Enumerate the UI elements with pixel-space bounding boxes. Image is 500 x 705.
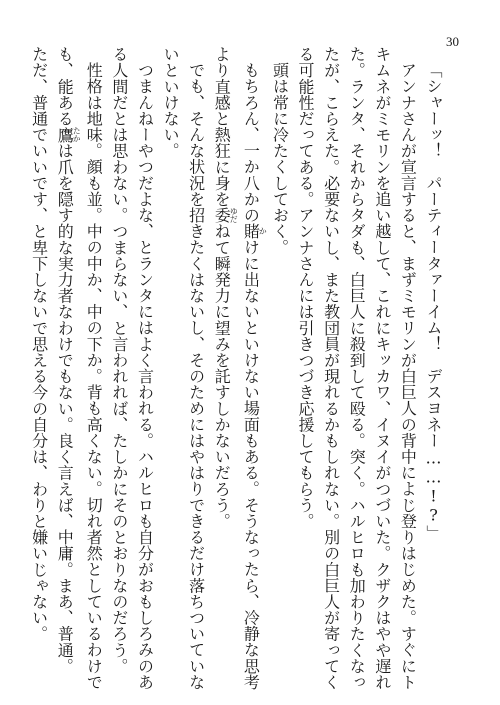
text-line: ただ、普通でいいです、と卑下しないで思える今の自分は、わりと嫌いじゃない。 <box>29 46 49 642</box>
text-line: 「シャーッ！ パーティータァーイム！ デスヨネー……!?」 <box>424 62 443 541</box>
text-line: 性格は地味。顔も並。中の中か、中の下か。背も高くない。切れ者然としているわけで <box>84 62 104 690</box>
text-line: たが、こらえた。必要ないし、また教団員が現れるかもしれない。別の白巨人が寄ってく <box>321 46 341 690</box>
text-line: アンナさんが宣言すると、まずミモリンが白巨人の背中によじ登りはじめた。すぐにト <box>398 62 418 690</box>
ruby-annotation: 鷹たか <box>55 126 82 143</box>
text-line: る可能性だってある。アンナさんには引きつづき応援してもらう。 <box>296 46 316 529</box>
text-line: つまんねーやつだよな、とランタにはよく言われる。ハルヒロも自分がおもしろみのあ <box>135 62 155 690</box>
text-line: より直感と熱狂に身を委ゆだねて瞬発力に望みを託すしかないだろう。 <box>212 46 239 530</box>
page-number: 30 <box>446 34 459 49</box>
text-line: も、能ある鷹たかは爪を隠す的な実力者なわけでもない。良く言えば、中庸。まあ、普通。 <box>55 46 82 674</box>
text-line: る人間だとは思わない。つまらない、と言われれば、たしかにそのとおりなのだろう。 <box>109 46 129 674</box>
ruby-annotation: 委ゆだ <box>212 206 239 224</box>
ruby-annotation: 賭か <box>241 223 268 240</box>
vertical-text-body <box>26 46 446 690</box>
text-line: 頭は常に冷たくしておく。 <box>270 62 290 256</box>
text-line: キムネがミモリンを追い越して、これにキッカワ、イヌイがつづいた。クザクはやや遅れ <box>372 46 392 690</box>
text-line: た。ランタ、それからタダも、白巨人に殺到して殴る。突く。ハルヒロも加わりたくなっ <box>347 46 367 690</box>
text-line: いといけない。 <box>161 46 181 159</box>
text-line: もちろん、一か八かの賭かけに出ないといけない場面もある。そうなったら、冷静な思考 <box>241 62 268 690</box>
text-line: でも、そんな状況を招きたくはないし、そのためにはやはりできるだけ落ちついていな <box>186 62 206 690</box>
